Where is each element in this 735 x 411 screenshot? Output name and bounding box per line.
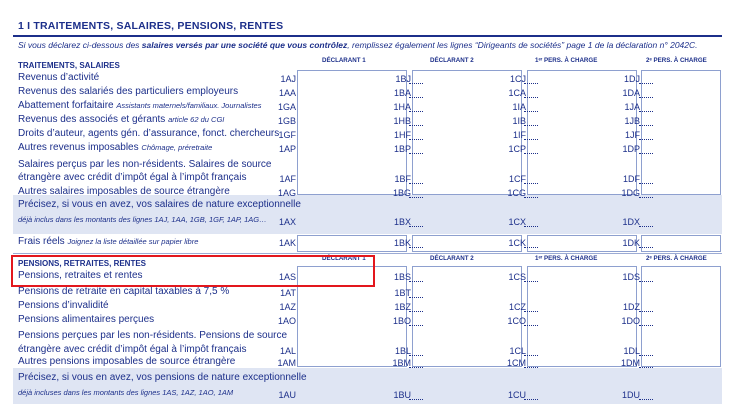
- salaires-section-title: TRAITEMENTS, SALAIRES: [18, 61, 120, 70]
- salaires-line-code: 1DG: [621, 188, 640, 198]
- pensions-line-code: 1AU: [278, 390, 296, 400]
- salaires-line-code: 1HF: [393, 130, 411, 140]
- pensions-dot-leader: [409, 280, 423, 282]
- pensions-line-code: 1BU: [393, 390, 411, 400]
- salaires-amount-box-2[interactable]: [527, 70, 637, 195]
- salaires-line-code: 1DX: [622, 217, 640, 227]
- salaires-row-label-text: étrangère avec crédit d’impôt égal à l’impôt français: [18, 172, 247, 183]
- salaires-line-code: 1CF: [508, 174, 526, 184]
- pensions-column-header-1: DÉCLARANT 1: [322, 255, 366, 262]
- salaires-amount-box-0[interactable]: [297, 70, 407, 195]
- pensions-line-code: 1CZ: [508, 302, 526, 312]
- salaires-row-label-text: Abattement forfaitaire: [18, 100, 114, 111]
- salaires-line-code: 1DK: [622, 238, 640, 248]
- salaires-row-label: [18, 172, 246, 183]
- highlight-box: [11, 255, 375, 287]
- salaires-line-code: 1IF: [512, 130, 526, 140]
- pensions-line-code: 1DZ: [622, 302, 640, 312]
- section-title: 1 I TRAITEMENTS, SALAIRES, PENSIONS, RENTES: [18, 20, 284, 32]
- salaires-row-label-text: Revenus des associés et gérants: [18, 114, 166, 125]
- salaires-line-code: 1HA: [393, 102, 411, 112]
- salaires-line-code: 1CK: [508, 238, 526, 248]
- salaires-dot-leader: [524, 96, 538, 98]
- pensions-dot-leader: [524, 366, 538, 368]
- salaires-line-code: 1IB: [512, 116, 526, 126]
- pensions-dot-leader: [524, 280, 538, 282]
- pensions-row-label: [18, 388, 233, 397]
- pensions-row-label: [18, 330, 287, 341]
- salaires-line-code: 1GB: [277, 116, 296, 126]
- pensions-dot-leader: [524, 324, 538, 326]
- salaires-column-header-3: 1ᵉʳ PERS. À CHARGE: [535, 57, 598, 64]
- salaires-dot-leader: [639, 124, 653, 126]
- salaires-row-label-text: Autres salaires imposables de source étrangère: [18, 186, 230, 197]
- pensions-dot-leader: [639, 354, 653, 356]
- salaires-dot-leader: [409, 82, 423, 84]
- pensions-column-header-4: 2ᵉ PERS. À CHARGE: [646, 255, 707, 262]
- salaires-dot-leader: [409, 110, 423, 112]
- title-divider: [13, 35, 722, 37]
- pensions-line-code: 1AS: [278, 272, 296, 282]
- pensions-row-label-text: Pensions, retraites et rentes: [18, 270, 143, 281]
- pensions-row-label-text: Précisez, si vous en avez, vos pensions de nature exceptionnelle: [18, 372, 307, 383]
- pensions-dot-leader: [639, 310, 653, 312]
- salaires-line-code: 1IA: [512, 102, 526, 112]
- pensions-row-label-text: Pensions d’invalidité: [18, 300, 109, 311]
- pensions-dot-leader: [409, 366, 423, 368]
- salaires-line-code: 1CX: [508, 217, 526, 227]
- salaires-dot-leader: [409, 225, 423, 227]
- pensions-line-code: 1AO: [277, 316, 296, 326]
- salaires-line-code: 1AP: [278, 144, 296, 154]
- pensions-row-label-text: Pensions perçues par les non-résidents. Pensions de source: [18, 330, 288, 341]
- salaires-line-code: 1CJ: [509, 74, 526, 84]
- salaires-dot-leader: [409, 246, 423, 248]
- salaires-line-code: 1AA: [278, 88, 296, 98]
- pensions-amount-box-1[interactable]: [412, 266, 522, 367]
- salaires-dot-leader: [409, 138, 423, 140]
- salaires-line-code: 1BA: [393, 88, 411, 98]
- pensions-dot-leader: [639, 280, 653, 282]
- salaires-column-header-2: DÉCLARANT 2: [430, 57, 474, 64]
- pensions-line-code: 1BT: [394, 288, 411, 298]
- pensions-line-code: 1DM: [620, 358, 640, 368]
- salaires-line-code: 1BG: [392, 188, 411, 198]
- salaires-amount-box-3[interactable]: [641, 70, 721, 195]
- salaires-column-header-1: DÉCLARANT 1: [322, 57, 366, 64]
- pensions-row-label: [18, 300, 109, 311]
- pensions-dot-leader: [524, 354, 538, 356]
- salaires-row-label: [18, 86, 238, 97]
- salaires-line-code: 1DA: [622, 88, 640, 98]
- salaires-amount-box-1[interactable]: [412, 70, 522, 195]
- salaires-line-code: 1JA: [624, 102, 640, 112]
- salaires-row-note: Chômage, préretraite: [141, 143, 213, 152]
- salaires-line-code: 1AG: [277, 188, 296, 198]
- pensions-row-label: [18, 356, 235, 367]
- salaires-dot-leader: [524, 182, 538, 184]
- salaires-row-label: [18, 72, 99, 83]
- pensions-line-code: 1AT: [280, 288, 296, 298]
- pensions-line-code: 1BS: [393, 272, 411, 282]
- pensions-line-code: 1AZ: [279, 302, 296, 312]
- salaires-dot-leader: [524, 196, 538, 198]
- pensions-dot-leader: [524, 310, 538, 312]
- salaires-row-label-text: Salaires perçus par les non-résidents. Salaires de source: [18, 159, 272, 170]
- salaires-dot-leader: [524, 110, 538, 112]
- salaires-line-code: 1GA: [277, 102, 296, 112]
- pensions-row-label-text: étrangère avec crédit d’impôt égal à l’impôt français: [18, 344, 247, 355]
- pensions-column-header-3: 1ᵉʳ PERS. À CHARGE: [535, 255, 598, 262]
- salaires-row-label-text: déjà inclus dans les montants des lignes 1AJ, 1AA, 1GB, 1GF, 1AP, 1AG…: [18, 215, 267, 224]
- salaires-line-code: 1AJ: [280, 74, 296, 84]
- salaires-row-note: article 62 du CGI: [168, 115, 225, 124]
- intro-text: Si vous déclarez ci-dessous des salaires versés par une société que vous contrôlez, remplissez également les lignes “Dirigeants de sociétés” page 1 de la déclaration n° 2042C.: [18, 40, 698, 50]
- salaires-row-label-text: Revenus des salariés des particuliers employeurs: [18, 86, 239, 97]
- salaires-line-code: 1AX: [278, 217, 296, 227]
- pensions-dot-leader: [409, 296, 423, 298]
- salaires-dot-leader: [409, 124, 423, 126]
- salaires-row-label-text: Droits d’auteur, agents gén. d’assurance, fonct. chercheurs: [18, 128, 280, 139]
- pensions-line-code: 1DS: [622, 272, 640, 282]
- salaires-line-code: 1CP: [508, 144, 526, 154]
- salaires-row-label: [18, 114, 224, 125]
- pensions-line-code: 1DO: [621, 316, 640, 326]
- pensions-dot-leader: [409, 398, 423, 400]
- salaires-line-code: 1BP: [393, 144, 411, 154]
- salaires-dot-leader: [639, 182, 653, 184]
- pensions-row-label-text: Pensions de retraite en capital taxables à 7,5 %: [18, 286, 230, 297]
- salaires-dot-leader: [409, 196, 423, 198]
- salaires-amount-box-1[interactable]: [412, 235, 522, 252]
- salaires-dot-leader: [409, 182, 423, 184]
- salaires-dot-leader: [639, 138, 653, 140]
- pensions-dot-leader: [639, 366, 653, 368]
- pensions-line-code: 1CM: [506, 358, 526, 368]
- salaires-dot-leader: [639, 225, 653, 227]
- salaires-row-note: Assistants maternels/familiaux. Journalistes: [116, 101, 262, 110]
- salaires-dot-leader: [524, 246, 538, 248]
- pensions-line-code: 1AL: [279, 346, 296, 356]
- salaires-shaded-band: [13, 233, 722, 234]
- pensions-row-label-text: Autres pensions imposables de source étrangère: [18, 356, 236, 367]
- salaires-row-label: [18, 142, 212, 153]
- salaires-line-code: 1DF: [622, 174, 640, 184]
- salaires-row-label: [18, 199, 301, 210]
- pensions-row-label: [18, 314, 154, 325]
- pensions-line-code: 1CO: [507, 316, 526, 326]
- salaires-line-code: 1CG: [507, 188, 526, 198]
- salaires-row-label: [18, 159, 271, 170]
- salaires-line-code: 1GF: [278, 130, 296, 140]
- pensions-line-code: 1CS: [508, 272, 526, 282]
- salaires-line-code: 1HB: [393, 116, 411, 126]
- pensions-line-code: 1DU: [621, 390, 640, 400]
- salaires-row-label: [18, 215, 267, 224]
- salaires-row-label: [18, 186, 230, 197]
- salaires-dot-leader: [524, 124, 538, 126]
- salaires-row-label: [18, 128, 279, 139]
- pensions-dot-leader: [409, 354, 423, 356]
- pensions-line-code: 1BM: [392, 358, 411, 368]
- salaires-row-divider: [13, 253, 722, 254]
- salaires-column-header-4: 2ᵉ PERS. À CHARGE: [646, 57, 707, 64]
- salaires-line-code: 1JB: [624, 116, 640, 126]
- salaires-dot-leader: [524, 225, 538, 227]
- salaires-line-code: 1BX: [393, 217, 411, 227]
- salaires-amount-box-2[interactable]: [527, 235, 637, 252]
- salaires-line-code: 1AK: [278, 238, 296, 248]
- salaires-dot-leader: [409, 96, 423, 98]
- salaires-line-code: 1BJ: [395, 74, 411, 84]
- salaires-line-code: 1BF: [394, 174, 411, 184]
- pensions-row-label-text: Pensions alimentaires perçues: [18, 314, 155, 325]
- salaires-dot-leader: [639, 82, 653, 84]
- salaires-dot-leader: [524, 82, 538, 84]
- pensions-row-label: [18, 286, 229, 297]
- pensions-row-label: [18, 344, 246, 355]
- salaires-row-label-text: Autres revenus imposables: [18, 142, 139, 153]
- salaires-dot-leader: [639, 246, 653, 248]
- pensions-amount-box-3[interactable]: [641, 266, 721, 367]
- pensions-line-code: 1BZ: [394, 302, 411, 312]
- pensions-dot-leader: [524, 398, 538, 400]
- pensions-line-code: 1DL: [623, 346, 640, 356]
- salaires-line-code: 1DJ: [623, 74, 640, 84]
- salaires-row-label-text: Précisez, si vous en avez, vos salaires de nature exceptionnelle: [18, 199, 301, 210]
- pensions-line-code: 1AM: [277, 358, 296, 368]
- pensions-row-label: [18, 372, 307, 383]
- salaires-dot-leader: [639, 110, 653, 112]
- salaires-dot-leader: [639, 96, 653, 98]
- pensions-dot-leader: [639, 398, 653, 400]
- salaires-dot-leader: [524, 138, 538, 140]
- salaires-row-note: Joignez la liste détaillée sur papier libre: [67, 237, 199, 246]
- pensions-section-title: PENSIONS, RETRAITES, RENTES: [18, 259, 147, 268]
- salaires-amount-box-3[interactable]: [641, 235, 721, 252]
- salaires-row-label-text: Frais réels: [18, 236, 65, 247]
- salaires-row-label-text: Revenus d’activité: [18, 72, 100, 83]
- salaires-row-label: [18, 100, 261, 111]
- pensions-row-label-text: déjà incluses dans les montants des lignes 1AS, 1AZ, 1AO, 1AM: [18, 388, 234, 397]
- salaires-dot-leader: [639, 152, 653, 154]
- salaires-dot-leader: [409, 152, 423, 154]
- salaires-row-label: [18, 236, 198, 247]
- salaires-dot-leader: [524, 152, 538, 154]
- salaires-line-code: 1BK: [393, 238, 411, 248]
- salaires-dot-leader: [639, 196, 653, 198]
- pensions-line-code: 1BL: [394, 346, 411, 356]
- pensions-line-code: 1CL: [509, 346, 526, 356]
- pensions-dot-leader: [409, 324, 423, 326]
- salaires-line-code: 1AF: [279, 174, 296, 184]
- salaires-amount-box-0[interactable]: [297, 235, 407, 252]
- pensions-dot-leader: [639, 324, 653, 326]
- pensions-line-code: 1BO: [392, 316, 411, 326]
- pensions-dot-leader: [409, 310, 423, 312]
- salaires-line-code: 1DP: [622, 144, 640, 154]
- pensions-line-code: 1CU: [507, 390, 526, 400]
- pensions-column-header-2: DÉCLARANT 2: [430, 255, 474, 262]
- salaires-line-code: 1JF: [624, 130, 640, 140]
- salaires-line-code: 1CA: [508, 88, 526, 98]
